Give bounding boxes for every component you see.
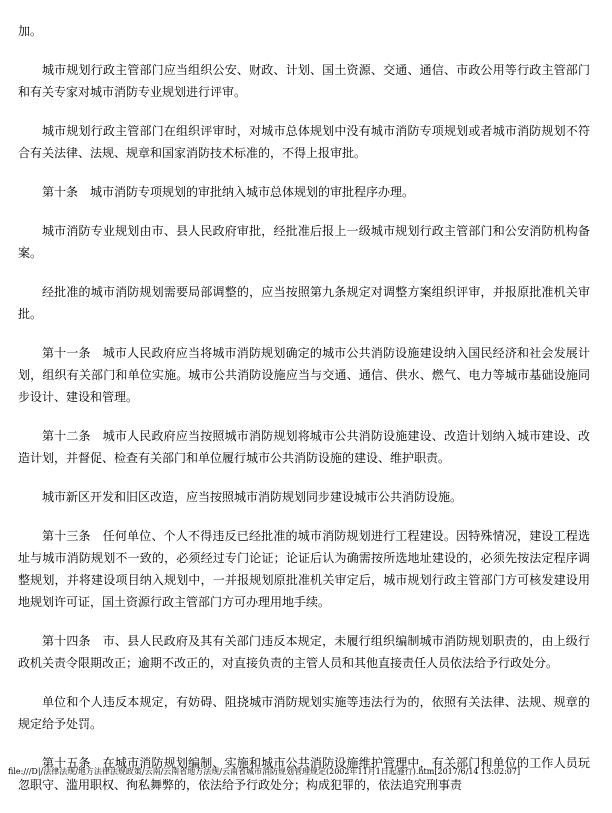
paragraph-text: 经批准的城市消防规划需要局部调整的，应当按照第九条规定对调整方案组织评审，并报原批准机关审批。: [18, 285, 590, 321]
paragraph-text: 单位和个人违反本规定，有妨碍、阻挠城市消防规划实施等违法行为的，依照有关法律、法规、规章的规定给予处罚。: [18, 695, 590, 731]
paragraph-text: 市、县人民政府及其有关部门违反本规定，未履行组织编制城市消防规划职责的，由上级行政机关责令限期改正；逾期不改正的，对直接负责的主管人员和其他直接责任人员依法给予行政处分。: [18, 634, 590, 670]
paragraph-text: 城市人民政府应当按照城市消防规划将城市公共消防设施建设、改造计划纳入城市建设、改造计划，并督促、检查有关部门和单位履行城市公共消防设施的建设、维护职责。: [18, 429, 590, 465]
article-paragraph: [18, 181, 590, 203]
body-paragraph: [18, 486, 590, 508]
paragraph-text: 城市新区开发和旧区改造，应当按照城市消防规划同步建设城市公共消防设施。: [42, 490, 463, 504]
paragraph-text: 在城市消防规划编制、实施和城市公共消防设施维护管理中，有关部门和单位的工作人员玩忽职守、滥用职权、徇私舞弊的，依法给予行政处分；构成犯罪的，依法追究刑事责: [18, 756, 590, 792]
body-paragraph: [18, 691, 590, 735]
body-paragraph: [18, 281, 590, 325]
article-paragraph: [18, 342, 590, 408]
article-paragraph: [18, 425, 590, 469]
article-number: 第十三条: [42, 529, 91, 543]
paragraph-text: 任何单位、个人不得违反已经批准的城市消防规划进行工程建设。因特殊情况，建设工程选址与城市消防规划不一致的，必须经过专门论证；论证后认为确需按所选地址建设的，必须先按法定程序调整规划，并将建设项目纳入规划中，一并报规划原批准机关审定后，城市规划行政主管部门方可核发建设用地规划许可证，国土资源行政主管部门方可办理用地手续。: [18, 529, 590, 609]
document-body: [18, 20, 590, 813]
article-paragraph: [18, 525, 590, 613]
body-paragraph: [18, 120, 590, 164]
article-paragraph: [18, 630, 590, 674]
article-number: 第十条: [42, 185, 79, 199]
paragraph-text: 城市规划行政主管部门应当组织公安、财政、计划、国土资源、交通、通信、市政公用等行政主管部门和有关专家对城市消防专业规划进行评审。: [18, 63, 590, 99]
paragraph-text: 城市人民政府应当将城市消防规划确定的城市公共消防设施建设纳入国民经济和社会发展计划，组织有关部门和单位实施。城市公共消防设施应当与交通、通信、供水、燃气、电力等城市基础设施同步设计、建设和管理。: [18, 346, 590, 404]
article-number: 第十一条: [42, 346, 91, 360]
paragraph-text: 加。: [18, 24, 43, 38]
body-paragraph: [18, 220, 590, 264]
paragraph-text: 城市消防专业规划由市、县人民政府审批，经批准后报上一级城市规划行政主管部门和公安消防机构备案。: [18, 224, 590, 260]
page-footer-path: file:///D|/法律法规/地方法律法规政策/云南/云南省地方法规/云南省城市消防规划管理规定(2002年11月1日起施行).htm[2017/6/14 13:02:07]: [8, 767, 521, 776]
article-number: 第十五条: [42, 756, 91, 770]
article-number: 第十二条: [42, 429, 91, 443]
article-number: 第十四条: [42, 634, 91, 648]
paragraph-text: 城市消防专项规划的审批纳入城市总体规划的审批程序办理。: [90, 185, 415, 199]
paragraph-text: 城市规划行政主管部门在组织评审时，对城市总体规划中没有城市消防专项规划或者城市消防规划不符合有关法律、法规、规章和国家消防技术标准的，不得上报审批。: [18, 124, 590, 160]
body-paragraph: [18, 59, 590, 103]
body-paragraph: [18, 20, 590, 42]
